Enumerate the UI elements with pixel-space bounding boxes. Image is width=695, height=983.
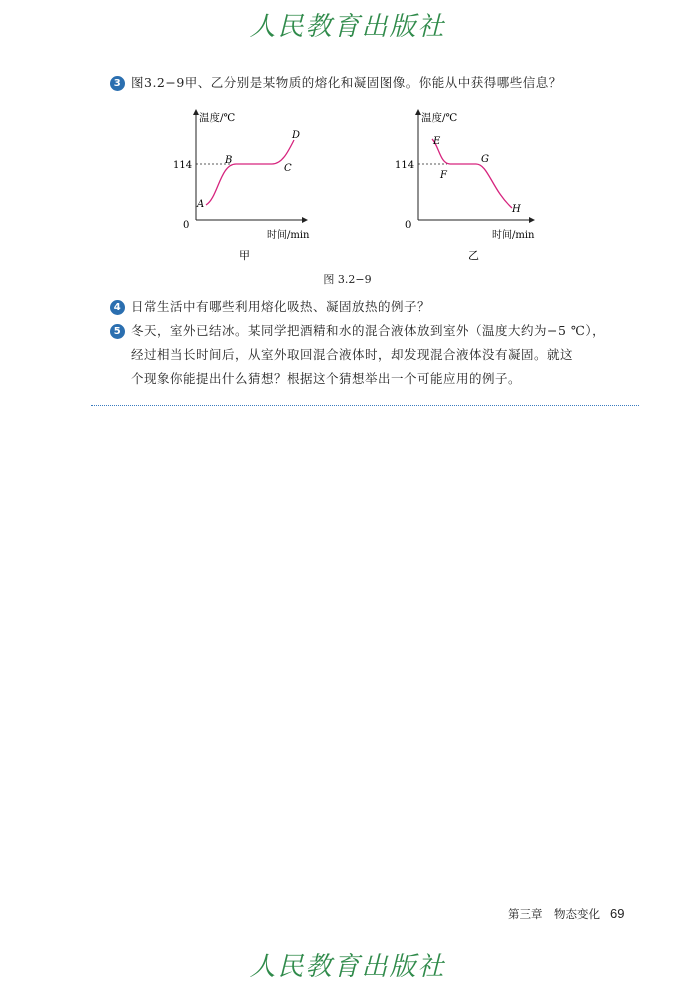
- solidification-chart: [392, 106, 572, 271]
- point-label-d: D: [292, 130, 301, 141]
- figure-yi: [392, 106, 572, 275]
- question-5-line-2: 经过相当长时间后，从室外取回混合液体时，却发现混合液体没有凝固。就这: [131, 347, 574, 362]
- figure-title-yi: 乙: [468, 249, 479, 262]
- page-number: 69: [610, 906, 625, 921]
- y-tick-114: 114: [395, 160, 415, 171]
- point-label-h: H: [512, 204, 521, 215]
- question-4: [110, 295, 430, 319]
- point-label-c: C: [284, 163, 292, 174]
- section-divider: [91, 405, 639, 406]
- question-3-text: 图3.2−9甲、乙分别是某物质的熔化和凝固图像。你能从中获得哪些信息？: [131, 75, 562, 90]
- question-5-line-3: 个现象你能提出什么猜想？根据这个猜想举出一个可能应用的例子。: [131, 371, 522, 386]
- y-tick-0: 0: [183, 220, 190, 231]
- page-footer: [508, 906, 624, 922]
- figure-caption: 图 3.2−9: [323, 273, 372, 286]
- x-axis-label: 时间/min: [267, 230, 310, 241]
- figure-title-jia: 甲: [239, 249, 250, 262]
- x-axis-label: 时间/min: [492, 230, 535, 241]
- point-label-b: B: [225, 155, 233, 166]
- question-4-text: 日常生活中有哪些利用熔化吸热、凝固放热的例子？: [131, 299, 431, 314]
- publisher-watermark-top: 人民教育出版社: [249, 12, 446, 42]
- y-tick-0: 0: [405, 220, 412, 231]
- chapter-title: 第三章 物态变化: [508, 907, 600, 921]
- question-5: [110, 319, 630, 391]
- y-axis-label: 温度/℃: [421, 112, 458, 124]
- question-3: [110, 71, 562, 95]
- y-tick-114: 114: [173, 160, 193, 171]
- point-label-a: A: [197, 199, 205, 210]
- figure-jia: [170, 106, 350, 275]
- question-number-badge: 4: [110, 300, 125, 315]
- question-5-line-1: 冬天，室外已结冰。某同学把酒精和水的混合液体放到室外（温度大约为−5 ℃），: [131, 323, 606, 338]
- point-label-e: E: [433, 136, 441, 147]
- point-label-g: G: [481, 154, 489, 165]
- melting-chart: [170, 106, 350, 271]
- question-number-badge: 5: [110, 324, 125, 339]
- publisher-watermark-bottom: 人民教育出版社: [249, 952, 446, 982]
- point-label-f: F: [440, 170, 447, 181]
- y-axis-label: 温度/℃: [199, 112, 236, 124]
- melting-curve: [206, 140, 294, 205]
- question-number-badge: 3: [110, 76, 125, 91]
